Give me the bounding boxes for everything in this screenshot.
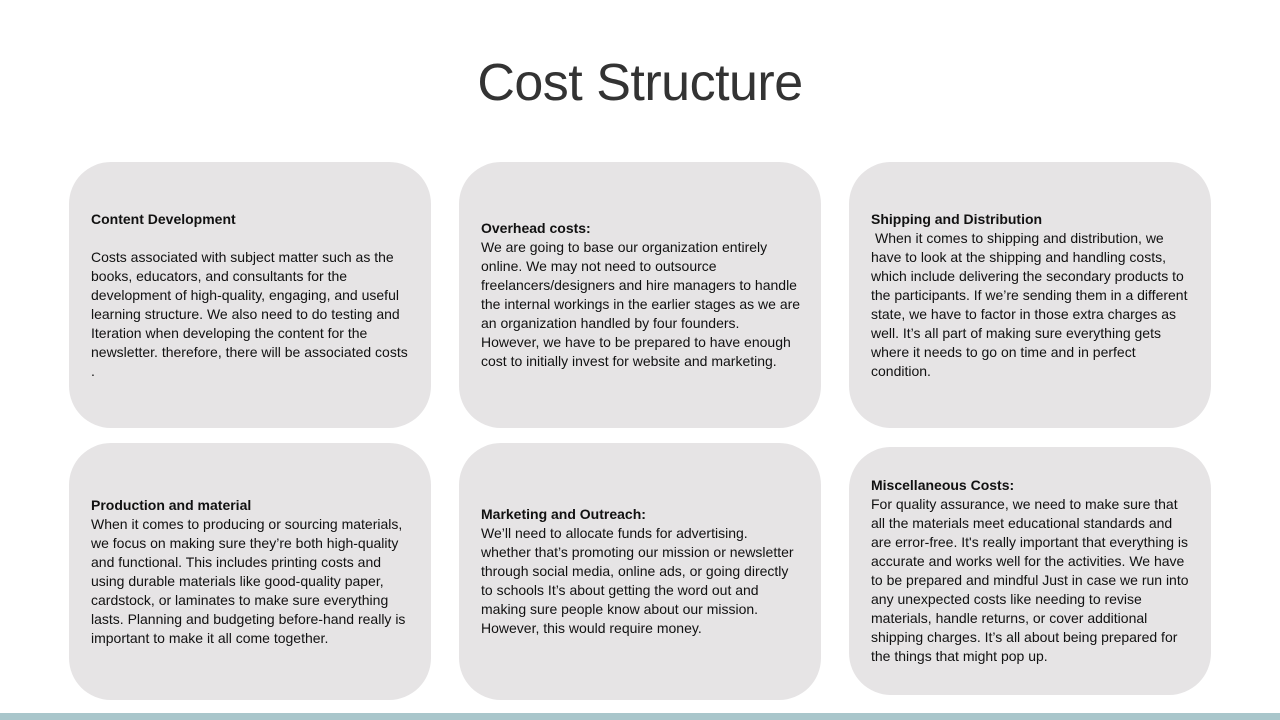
card-title: Shipping and Distribution	[871, 210, 1043, 227]
card-body: For quality assurance, we need to make sure that all the materials meet educational standards and are error-free. It's really important that everything is accurate and works well for the activities. We have to be prepared and mindful Just in case we run into any unexpected costs like needing to revise materials, handle returns, or cover additional shipping charges. It’s all about being prepared for the things that might pop up.	[871, 496, 1189, 664]
card-body: We’ll need to allocate funds for advertising. whether that’s promoting our mission or newsletter through social media, online ads, or going directly to schools It’s about getting the word out and making sure people know about our mission. However, this would require money.	[481, 525, 794, 636]
card-body: When it comes to producing or sourcing materials, we focus on making sure they’re both high-quality and functional. This includes printing costs and using durable materials like good-quality paper, cardstock, or laminates to make sure everything lasts. Planning and budgeting before-hand really is important to make it all come together.	[91, 515, 406, 646]
card-overhead-costs	[459, 162, 821, 428]
card-title: Content Development	[91, 210, 236, 227]
card-marketing-outreach	[459, 443, 821, 700]
card-miscellaneous-costs	[849, 447, 1211, 695]
slide-title: Cost Structure	[477, 54, 803, 112]
card-body: We are going to base our organization entirely online. We may not need to outsource freelancers/designers and hire managers to handle the internal workings in the earlier stages as we are an organization handled by four founders. However, we have to be prepared to have enough cost to initially invest for website and marketing.	[481, 239, 801, 369]
card-title: Miscellaneous Costs:	[871, 477, 1015, 493]
card-title: Overhead costs:	[481, 220, 591, 236]
card-title: Production and material	[91, 496, 252, 513]
bottom-accent-bar	[0, 713, 1280, 720]
card-spacer	[91, 229, 411, 248]
card-body: Costs associated with subject matter such as the books, educators, and consultants for the development of high-quality, engaging, and useful learning structure. We also need to do testing and Iteration when developing the content for the newsletter. therefore, there will be associated costs .	[91, 248, 408, 379]
card-shipping-distribution	[849, 162, 1211, 428]
card-content-development	[69, 162, 431, 428]
card-title: Marketing and Outreach:	[481, 506, 646, 522]
card-body: When it comes to shipping and distribution, we have to look at the shipping and handling costs, which include delivering the secondary products to the participants. If we’re sending them in a different state, we have to factor in those extra charges as well. It’s all part of making sure everything gets where it needs to go on time and in perfect condition.	[871, 229, 1188, 379]
card-production-material	[69, 443, 431, 700]
